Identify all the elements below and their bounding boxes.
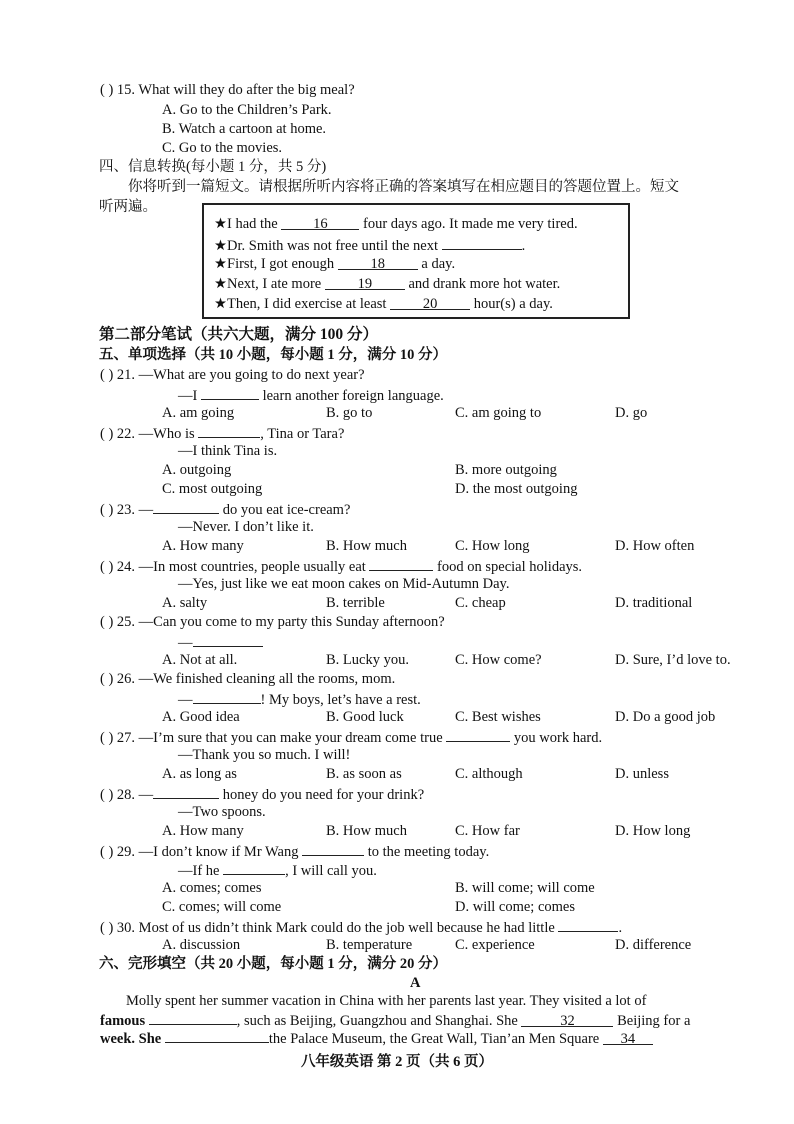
question-29-reply: —If he , I will call you. xyxy=(178,860,377,880)
blank[interactable] xyxy=(223,860,285,875)
section-4-intro: 你将听到一篇短文。请根据所听内容将正确的答案填写在相应题目的答题位置上。短文 xyxy=(128,179,679,195)
question-22-reply: —I think Tina is. xyxy=(178,443,278,459)
option-c: C. comes; will come xyxy=(162,899,282,915)
answer-bracket[interactable]: ( ) xyxy=(100,614,114,630)
answer-bracket[interactable]: ( ) xyxy=(100,502,114,518)
question-stem: What will they do after the big meal? xyxy=(138,82,355,98)
blank-16[interactable]: 16 xyxy=(281,215,359,230)
option-a: A. comes; comes xyxy=(162,880,262,896)
section-5-title: 五、单项选择（共 10 小题，每小题 1 分，满分 10 分） xyxy=(99,347,447,363)
option-b: B. terrible xyxy=(326,595,385,611)
question-25: ( ) 25. —Can you come to my party this Sunday afternoon? xyxy=(100,614,445,630)
question-28-reply: —Two spoons. xyxy=(178,804,266,820)
passage-line-1: Molly spent her summer vacation in China with her parents last year. They visited a lot of xyxy=(126,993,647,1009)
option-a: A. Go to the Children’s Park. xyxy=(162,102,332,118)
section-6-title: 六、完形填空（共 20 小题，每小题 1 分，满分 20 分） xyxy=(99,956,447,972)
blank-31[interactable] xyxy=(149,1010,237,1025)
option-c: C. Go to the movies. xyxy=(162,140,283,156)
answer-bracket[interactable]: ( ) xyxy=(100,844,114,860)
question-21: ( ) 21. —What are you going to do next year? xyxy=(100,367,365,383)
blank-32[interactable]: 32 xyxy=(521,1012,613,1027)
option-d: D. will come; comes xyxy=(455,899,576,915)
answer-bracket[interactable]: ( ) xyxy=(100,367,114,383)
info-line-19: ★Next, I ate more 19 and drank more hot water. xyxy=(214,276,561,292)
question-22: ( ) 22. —Who is , Tina or Tara? xyxy=(100,423,344,443)
blank-20[interactable]: 20 xyxy=(390,295,470,310)
option-c: C. How come? xyxy=(455,652,542,668)
blank-18[interactable]: 18 xyxy=(338,255,418,270)
option-d: D. go xyxy=(615,405,648,421)
option-d: D. the most outgoing xyxy=(455,481,578,497)
question-29: ( ) 29. —I don’t know if Mr Wang to the meeting today. xyxy=(100,841,489,861)
option-c: C. experience xyxy=(455,937,535,953)
section-4-title: 四、信息转换(每小题 1 分，共 5 分) xyxy=(99,159,327,175)
question-26: ( ) 26. —We finished cleaning all the rooms, mom. xyxy=(100,671,396,687)
option-d: D. Do a good job xyxy=(615,709,716,725)
option-b: B. go to xyxy=(326,405,373,421)
blank[interactable] xyxy=(201,385,259,400)
info-box xyxy=(202,203,630,319)
option-d: D. difference xyxy=(615,937,692,953)
info-line-18: ★First, I got enough 18 a day. xyxy=(214,256,456,272)
option-a: A. Not at all. xyxy=(162,652,238,668)
option-a: A. How many xyxy=(162,538,244,554)
question-number: 15. xyxy=(116,82,136,98)
option-b: B. Lucky you. xyxy=(326,652,409,668)
passage-line-3: week. She the Palace Museum, the Great Wall, Tian’an Men Square 34 xyxy=(100,1028,653,1048)
blank-19[interactable]: 19 xyxy=(325,275,405,290)
option-a: A. discussion xyxy=(162,937,241,953)
blank[interactable] xyxy=(302,841,364,856)
page-footer: 八年级英语 第 2 页（共 6 页） xyxy=(300,1054,494,1070)
question-27-reply: —Thank you so much. I will! xyxy=(178,747,351,763)
option-d: D. How often xyxy=(615,538,695,554)
info-line-20: ★Then, I did exercise at least 20 hour(s) a day. xyxy=(214,296,553,312)
question-25-reply: — xyxy=(178,632,263,652)
blank-33[interactable] xyxy=(165,1028,269,1043)
option-b: B. How much xyxy=(326,538,407,554)
option-c: C. How long xyxy=(455,538,530,554)
option-b: B. Good luck xyxy=(326,709,404,725)
option-b: B. temperature xyxy=(326,937,413,953)
question-15 xyxy=(100,81,355,99)
question-26-reply: — ! My boys, let’s have a rest. xyxy=(178,689,421,709)
blank-34[interactable]: 34 xyxy=(603,1030,653,1045)
info-line-17: ★Dr. Smith was not free until the next . xyxy=(214,235,525,255)
option-d: D. Sure, I’d love to. xyxy=(615,652,731,668)
answer-bracket[interactable]: ( ) xyxy=(100,426,114,442)
section-4-intro-cont: 听两遍。 xyxy=(99,199,157,215)
answer-bracket[interactable]: ( ) xyxy=(100,559,114,575)
question-23: ( ) 23. — do you eat ice-cream? xyxy=(100,499,350,519)
option-c: C. Best wishes xyxy=(455,709,541,725)
blank[interactable] xyxy=(153,784,219,799)
passage-label: A xyxy=(410,975,421,991)
option-d: D. traditional xyxy=(615,595,693,611)
option-b: B. as soon as xyxy=(326,766,402,782)
option-b: B. will come; will come xyxy=(455,880,595,896)
answer-bracket[interactable]: ( ) xyxy=(100,787,114,803)
blank[interactable] xyxy=(558,917,618,932)
blank[interactable] xyxy=(153,499,219,514)
option-c: C. How far xyxy=(455,823,520,839)
option-b: B. Watch a cartoon at home. xyxy=(162,121,327,137)
answer-bracket[interactable]: ( ) xyxy=(100,671,114,687)
option-a: A. am going xyxy=(162,405,235,421)
option-a: A. as long as xyxy=(162,766,237,782)
option-a: A. Good idea xyxy=(162,709,240,725)
question-24: ( ) 24. —In most countries, people usually eat food on special holidays. xyxy=(100,556,582,576)
info-line-16: ★I had the 16 four days ago. It made me very tired. xyxy=(214,216,578,232)
question-28: ( ) 28. — honey do you need for your drink? xyxy=(100,784,424,804)
answer-bracket[interactable]: ( ) xyxy=(100,730,114,746)
blank-17[interactable] xyxy=(442,235,522,250)
blank[interactable] xyxy=(193,689,261,704)
option-a: A. salty xyxy=(162,595,208,611)
question-23-reply: —Never. I don’t like it. xyxy=(178,519,314,535)
part-2-title: 第二部分笔试（共六大题，满分 100 分） xyxy=(99,326,379,343)
option-d: D. unless xyxy=(615,766,669,782)
option-c: C. although xyxy=(455,766,523,782)
blank[interactable] xyxy=(198,423,260,438)
blank[interactable] xyxy=(193,632,263,647)
passage-line-2: famous , such as Beijing, Guangzhou and Shanghai. She 32 Beijing for a xyxy=(100,1010,690,1030)
answer-bracket[interactable]: ( ) xyxy=(100,920,114,936)
answer-bracket[interactable]: ( ) xyxy=(100,82,114,98)
option-c: C. am going to xyxy=(455,405,542,421)
question-21-reply: —I learn another foreign language. xyxy=(178,385,444,405)
blank[interactable] xyxy=(446,727,510,742)
blank[interactable] xyxy=(369,556,433,571)
option-d: D. How long xyxy=(615,823,691,839)
question-27: ( ) 27. —I’m sure that you can make your dream come true you work hard. xyxy=(100,727,602,747)
option-c: C. most outgoing xyxy=(162,481,263,497)
option-b: B. more outgoing xyxy=(455,462,557,478)
question-24-reply: —Yes, just like we eat moon cakes on Mid-Autumn Day. xyxy=(178,576,510,592)
option-b: B. How much xyxy=(326,823,407,839)
option-a: A. How many xyxy=(162,823,244,839)
option-a: A. outgoing xyxy=(162,462,232,478)
question-30: ( ) 30. Most of us didn’t think Mark could do the job well because he had little . xyxy=(100,917,622,937)
option-c: C. cheap xyxy=(455,595,506,611)
